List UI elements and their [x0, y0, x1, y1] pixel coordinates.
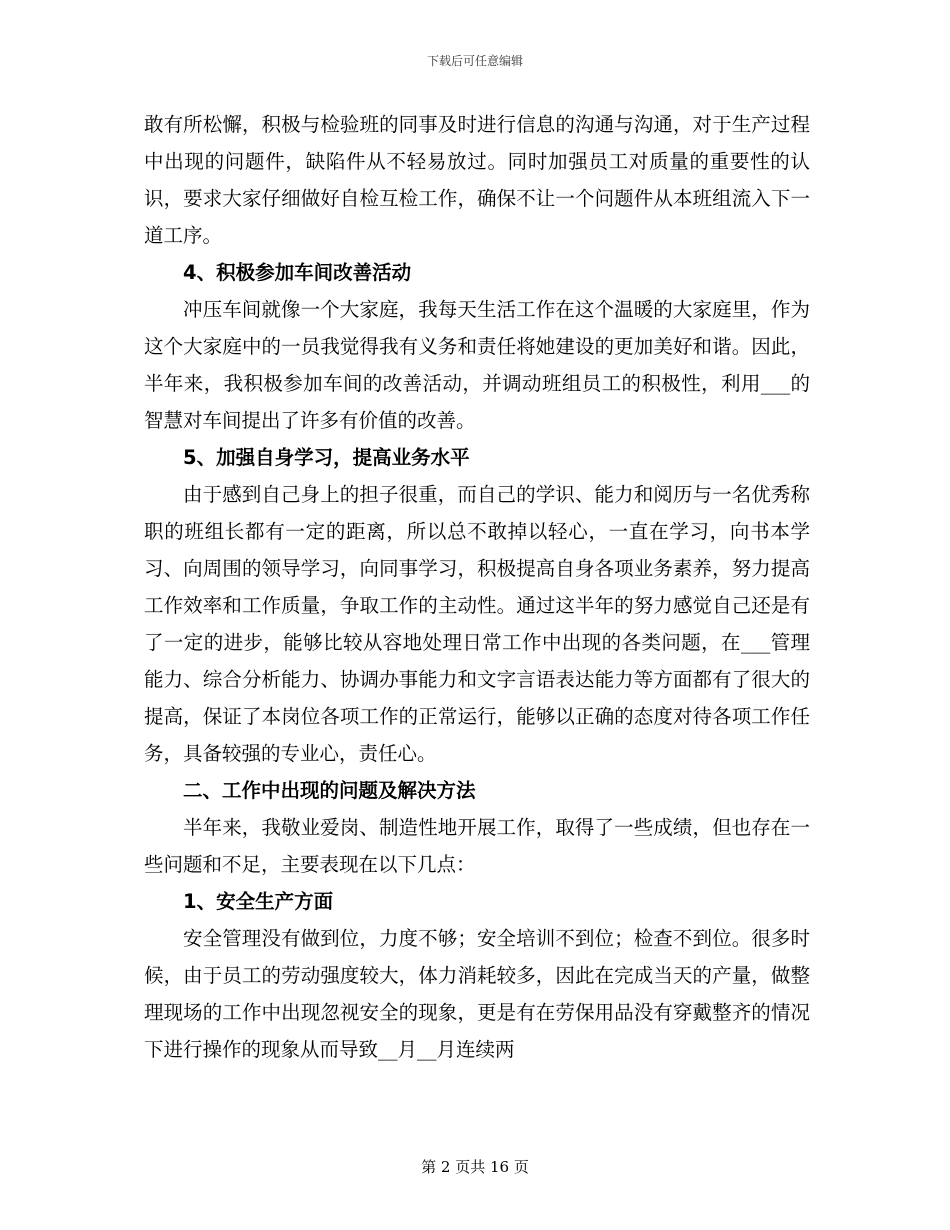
- heading-problems-solutions: 二、工作中出现的问题及解决方法: [183, 779, 476, 802]
- heading-self-learning: 5、加强自身学习，提高业务水平: [183, 446, 470, 469]
- page-header: 下载后可任意编辑: [426, 54, 523, 68]
- document-body: [144, 106, 810, 1068]
- paragraph-problems-intro: 半年来，我敬业爱岗、制造性地开展工作，取得了一些成绩，但也存在一些问题和不足，主要表现在以下几点：: [144, 816, 810, 876]
- paragraph-self-learning: 由于感到自己身上的担子很重，而自己的学识、能力和阅历与一名优秀称职的班组长都有一定的距离，所以总不敢掉以轻心，一直在学习，向书本学习、向周围的领导学习，向同事学习，积极提高自身各项业务素养，努力提高工作效率和工作质量，争取工作的主动性。通过这半年的努力感觉自己还是有了一定的进步，能够比较从容地处理日常工作中出现的各类问题，在___管理能力、综合分析能力、协调办事能力和文字言语表达能力等方面都有了很大的提高，保证了本岗位各项工作的正常运行，能够以正确的态度对待各项工作任务，具备较强的专业心，责任心。: [144, 483, 810, 765]
- paragraph-quality-check: 敢有所松懈，积极与检验班的同事及时进行信息的沟通与沟通，对于生产过程中出现的问题件，缺陷件从不轻易放过。同时加强员工对质量的重要性的认识，要求大家仔细做好自检互检工作，确保不让一个问题件从本班组流入下一道工序。: [144, 113, 810, 247]
- page-footer: 第 2 页共 16 页: [421, 1158, 529, 1176]
- heading-improvement-activities: 4、积极参加车间改善活动: [183, 261, 412, 284]
- paragraph-improvement-activities: 冲压车间就像一个大家庭，我每天生活工作在这个温暖的大家庭里，作为这个大家庭中的一员我觉得我有义务和责任将她建设的更加美好和谐。因此，半年来，我积极参加车间的改善活动，并调动班组员工的积极性，利用___的智慧对车间提出了许多有价值的改善。: [144, 298, 810, 432]
- paragraph-safety-production: 安全管理没有做到位，力度不够；安全培训不到位；检查不到位。很多时候，由于员工的劳动强度较大，体力消耗较多，因此在完成当天的产量，做整理现场的工作中出现忽视安全的现象，更是有在劳保用品没有穿戴整齐的情况下进行操作的现象从而导致__月__月连续两: [144, 927, 810, 1061]
- heading-safety-production: 1、安全生产方面: [183, 890, 334, 913]
